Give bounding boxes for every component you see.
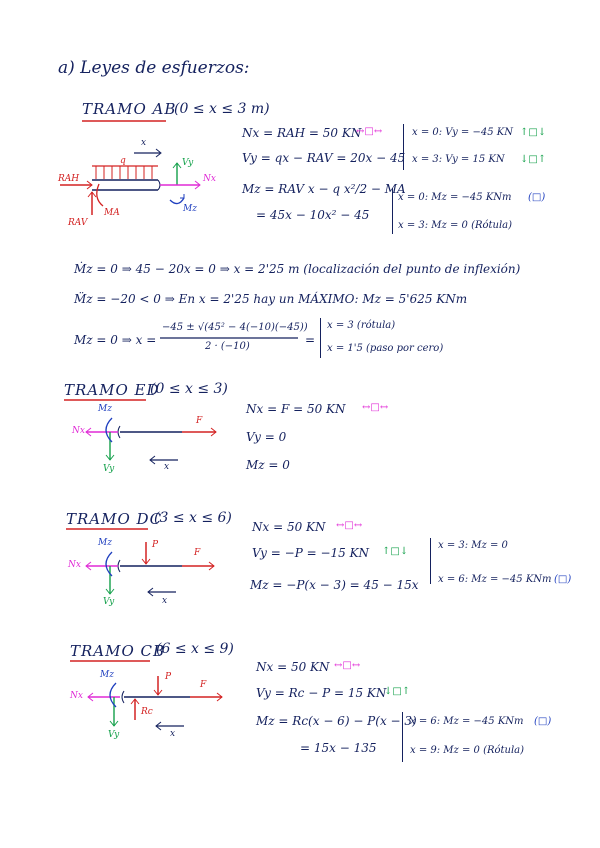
ab-vy-eq: Vy = qx − RAV = 20x − 45 xyxy=(242,151,406,165)
analysis-line3-den: 2 · (−10) xyxy=(205,341,250,352)
ab-label-nx: Nx xyxy=(203,174,216,184)
ed-label-x: x xyxy=(164,462,170,472)
cb-label-p: P xyxy=(165,672,172,682)
cb-vy-eq: Vy = Rc − P = 15 KN xyxy=(256,686,387,700)
ed-mz-eq: Mz = 0 xyxy=(246,458,290,472)
ab-mz-x0-sign-icon: (□) xyxy=(528,192,546,203)
ab-label-mz: Mz xyxy=(183,204,197,214)
tramo-ed-title: TRAMO ED xyxy=(64,381,160,399)
dc-vy-eq: Vy = −P = −15 KN xyxy=(252,546,370,560)
ed-label-nx: Nx xyxy=(72,426,85,436)
cb-nx-sign-icon: ↔□↔ xyxy=(334,660,361,671)
tramo-ab-title: TRAMO AB xyxy=(82,100,177,118)
cb-nx-eq: Nx = 50 KN xyxy=(256,660,330,674)
cb-label-rc: Rc xyxy=(141,707,153,717)
ab-label-rah: RAH xyxy=(58,174,80,184)
dc-label-p: P xyxy=(152,540,159,550)
tramo-ed-range: (0 ≤ x ≤ 3) xyxy=(150,381,228,397)
cb-mz-brace xyxy=(402,712,403,762)
dc-label-nx: Nx xyxy=(68,560,81,570)
tramo-cb-title: TRAMO CB xyxy=(70,642,166,660)
page-title: a) Leyes de esfuerzos: xyxy=(58,58,250,78)
analysis-line3-num: −45 ± √(45² − 4(−10)(−45)) xyxy=(162,322,308,333)
cb-mz-eq: Mz = Rc(x − 6) − P(x − 3) xyxy=(256,714,417,728)
cb-label-f: F xyxy=(200,680,207,690)
analysis-root2: x = 1'5 (paso por cero) xyxy=(327,343,444,354)
analysis-line2: M̈z = −20 < 0 ⇒ En x = 2'25 hay un MÁXIMO: Mz = 5'625 KNm xyxy=(74,292,468,306)
analysis-line3-lhs: Mz = 0 ⇒ x = xyxy=(74,333,157,347)
ab-label-vy: Vy xyxy=(182,158,194,168)
ab-label-q: q xyxy=(120,156,126,166)
tramo-ab-range: (0 ≤ x ≤ 3 m) xyxy=(174,101,270,117)
cb-label-x: x xyxy=(170,729,176,739)
analysis-root1: x = 3 (rótula) xyxy=(327,320,396,331)
ab-vy-x0: x = 0: Vy = −45 KN xyxy=(412,127,513,138)
ab-nx-sign-icon: ↔□↔ xyxy=(356,126,383,137)
ab-label-x: x xyxy=(141,138,147,148)
ed-vy-eq: Vy = 0 xyxy=(246,430,287,444)
cb-mz-x6: x = 6: Mz = −45 KNm xyxy=(410,716,524,727)
ed-nx-sign-icon: ↔□↔ xyxy=(362,402,389,413)
tramo-cb-range: (6 ≤ x ≤ 9) xyxy=(156,641,234,657)
ab-nx-eq: Nx = RAH = 50 KN xyxy=(242,126,362,140)
ab-label-ma: MA xyxy=(104,208,120,218)
dc-nx-eq: Nx = 50 KN xyxy=(252,520,326,534)
ab-vy-x3-sign-icon: ↓□↑ xyxy=(520,154,547,165)
dc-mz-sign-icon: (□) xyxy=(554,574,572,585)
dc-vy-sign-icon: ↑□↓ xyxy=(382,546,409,557)
ab-mz-eq: Mz = RAV x − q x²/2 − MA xyxy=(242,182,406,196)
cb-mz-sign-icon: (□) xyxy=(534,716,552,727)
ab-label-rav: RAV xyxy=(68,218,88,228)
cb-label-nx: Nx xyxy=(70,691,83,701)
ab-mz-x3: x = 3: Mz = 0 (Rótula) xyxy=(398,220,513,231)
dc-mz-x6: x = 6: Mz = −45 KNm xyxy=(438,574,552,585)
ed-label-mz: Mz xyxy=(98,404,112,414)
dc-label-vy: Vy xyxy=(103,597,115,607)
ab-vy-x0-sign-icon: ↑□↓ xyxy=(520,127,547,138)
ab-mz-eq2: = 45x − 10x² − 45 xyxy=(256,208,370,222)
ab-mz-x0: x = 0: Mz = −45 KNm xyxy=(398,192,512,203)
analysis-line1: Ṁz = 0 ⇒ 45 − 20x = 0 ⇒ x = 2'25 m (localización del punto de inflexión) xyxy=(74,262,521,276)
dc-label-f: F xyxy=(194,548,201,558)
tramo-dc-title: TRAMO DC xyxy=(66,510,163,528)
ed-label-vy: Vy xyxy=(103,464,115,474)
ed-label-f: F xyxy=(196,416,203,426)
analysis-equals: = xyxy=(305,333,316,347)
dc-mz-x3: x = 3: Mz = 0 xyxy=(438,540,508,551)
dc-label-mz: Mz xyxy=(98,538,112,548)
ab-vy-x3: x = 3: Vy = 15 KN xyxy=(412,154,505,165)
dc-nx-sign-icon: ↔□↔ xyxy=(336,520,363,531)
tramo-dc-range: (3 ≤ x ≤ 6) xyxy=(154,510,232,526)
ed-nx-eq: Nx = F = 50 KN xyxy=(246,402,346,416)
cb-label-vy: Vy xyxy=(108,730,120,740)
dc-label-x: x xyxy=(162,596,168,606)
cb-mz-eq2: = 15x − 135 xyxy=(300,741,377,755)
dc-mz-eq: Mz = −P(x − 3) = 45 − 15x xyxy=(250,578,419,592)
cb-mz-x9: x = 9: Mz = 0 (Rótula) xyxy=(410,745,525,756)
cb-vy-sign-icon: ↓□↑ xyxy=(384,686,411,697)
cb-label-mz: Mz xyxy=(100,670,114,680)
